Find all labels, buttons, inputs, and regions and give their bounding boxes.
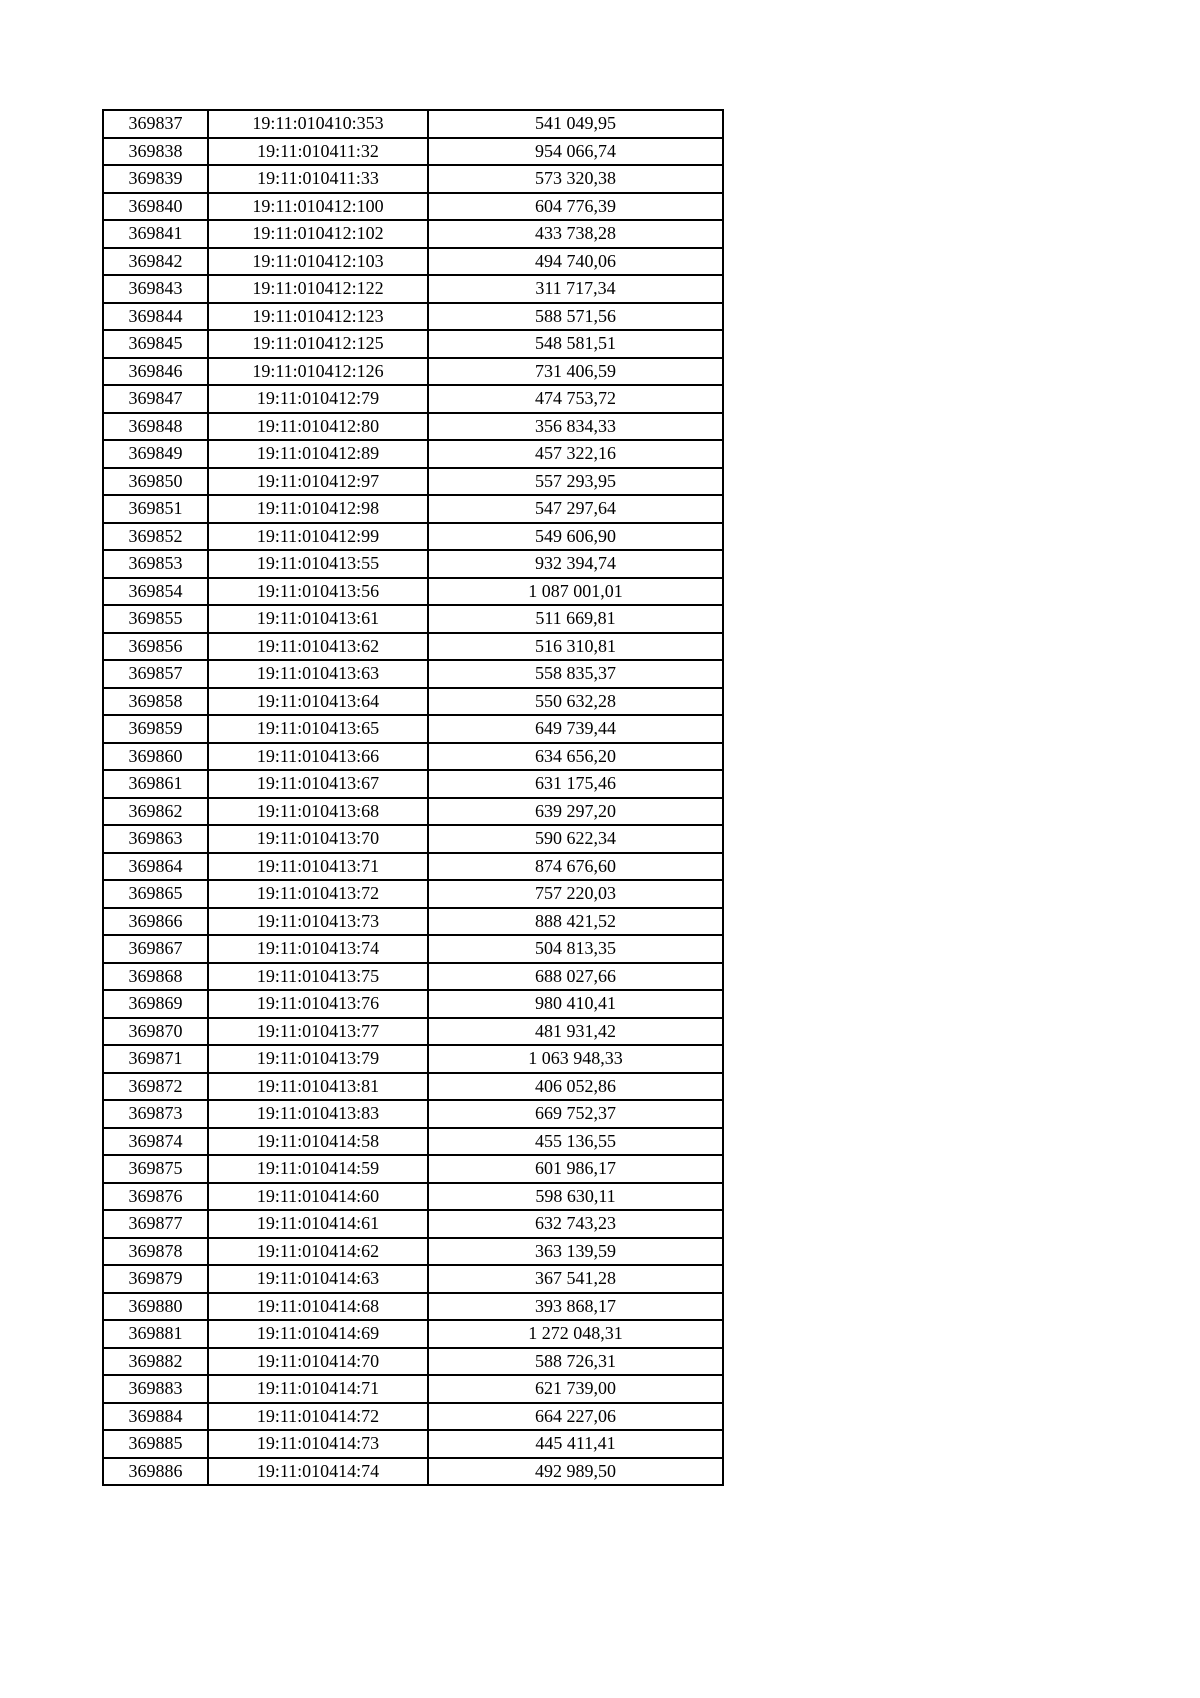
cadastral-number-cell: 19:11:010412:98 [208,495,428,523]
cadastral-number-cell: 19:11:010414:62 [208,1238,428,1266]
cadastral-number-cell: 19:11:010413:75 [208,963,428,991]
cadastral-number-cell: 19:11:010414:60 [208,1183,428,1211]
table-row [103,1128,723,1156]
cadastral-value-cell: 601 986,17 [428,1155,723,1183]
row-number-cell: 369847 [103,385,208,413]
cadastral-number-cell: 19:11:010412:97 [208,468,428,496]
row-number-cell: 369853 [103,550,208,578]
row-number-cell: 369866 [103,908,208,936]
cadastral-value-cell: 664 227,06 [428,1403,723,1431]
row-number-cell: 369845 [103,330,208,358]
row-number-cell: 369882 [103,1348,208,1376]
cadastral-value-cell: 954 066,74 [428,138,723,166]
cadastral-number-cell: 19:11:010413:64 [208,688,428,716]
row-number-cell: 369862 [103,798,208,826]
table-row [103,330,723,358]
row-number-cell: 369886 [103,1458,208,1486]
table-row [103,193,723,221]
cadastral-number-cell: 19:11:010413:66 [208,743,428,771]
cadastral-value-cell: 433 738,28 [428,220,723,248]
cadastral-value-cell: 621 739,00 [428,1375,723,1403]
cadastral-number-cell: 19:11:010414:61 [208,1210,428,1238]
table-row [103,688,723,716]
cadastral-number-cell: 19:11:010412:126 [208,358,428,386]
table-row [103,138,723,166]
cadastral-value-cell: 457 322,16 [428,440,723,468]
row-number-cell: 369855 [103,605,208,633]
cadastral-number-cell: 19:11:010414:69 [208,1320,428,1348]
cadastral-value-cell: 874 676,60 [428,853,723,881]
table-row [103,220,723,248]
cadastral-value-cell: 481 931,42 [428,1018,723,1046]
cadastral-value-cell: 393 868,17 [428,1293,723,1321]
cadastral-number-cell: 19:11:010410:353 [208,110,428,138]
cadastral-number-cell: 19:11:010414:70 [208,1348,428,1376]
row-number-cell: 369873 [103,1100,208,1128]
cadastral-number-cell: 19:11:010413:77 [208,1018,428,1046]
cadastral-number-cell: 19:11:010413:79 [208,1045,428,1073]
table-row [103,248,723,276]
table-row [103,578,723,606]
cadastral-number-cell: 19:11:010413:61 [208,605,428,633]
cadastral-number-cell: 19:11:010413:74 [208,935,428,963]
cadastral-number-cell: 19:11:010412:125 [208,330,428,358]
row-number-cell: 369880 [103,1293,208,1321]
cadastral-value-cell: 631 175,46 [428,770,723,798]
cadastral-value-cell: 541 049,95 [428,110,723,138]
cadastral-value-cell: 549 606,90 [428,523,723,551]
cadastral-value-cell: 669 752,37 [428,1100,723,1128]
cadastral-number-cell: 19:11:010413:63 [208,660,428,688]
row-number-cell: 369863 [103,825,208,853]
table-row [103,275,723,303]
cadastral-number-cell: 19:11:010413:72 [208,880,428,908]
cadastral-number-cell: 19:11:010414:74 [208,1458,428,1486]
table-row [103,1045,723,1073]
cadastral-number-cell: 19:11:010414:73 [208,1430,428,1458]
cadastral-number-cell: 19:11:010413:56 [208,578,428,606]
row-number-cell: 369851 [103,495,208,523]
row-number-cell: 369870 [103,1018,208,1046]
cadastral-value-cell: 757 220,03 [428,880,723,908]
cadastral-number-cell: 19:11:010412:79 [208,385,428,413]
table-row [103,880,723,908]
row-number-cell: 369875 [103,1155,208,1183]
cadastral-number-cell: 19:11:010413:62 [208,633,428,661]
cadastral-value-cell: 492 989,50 [428,1458,723,1486]
cadastral-number-cell: 19:11:010413:65 [208,715,428,743]
cadastral-value-cell: 1 087 001,01 [428,578,723,606]
cadastral-value-cell: 511 669,81 [428,605,723,633]
cadastral-value-cell: 980 410,41 [428,990,723,1018]
cadastral-value-cell: 474 753,72 [428,385,723,413]
row-number-cell: 369842 [103,248,208,276]
table-row [103,495,723,523]
table-row [103,1375,723,1403]
table-row [103,1073,723,1101]
row-number-cell: 369844 [103,303,208,331]
row-number-cell: 369877 [103,1210,208,1238]
cadastral-number-cell: 19:11:010413:81 [208,1073,428,1101]
row-number-cell: 369884 [103,1403,208,1431]
row-number-cell: 369868 [103,963,208,991]
cadastral-number-cell: 19:11:010412:122 [208,275,428,303]
cadastral-value-cell: 557 293,95 [428,468,723,496]
cadastral-value-cell: 455 136,55 [428,1128,723,1156]
table-body [103,110,723,1485]
cadastral-number-cell: 19:11:010412:100 [208,193,428,221]
table-row [103,110,723,138]
cadastral-value-cell: 731 406,59 [428,358,723,386]
cadastral-number-cell: 19:11:010413:76 [208,990,428,1018]
cadastral-value-cell: 932 394,74 [428,550,723,578]
table-row [103,743,723,771]
cadastral-value-cell: 494 740,06 [428,248,723,276]
row-number-cell: 369839 [103,165,208,193]
table-row [103,1155,723,1183]
table-row [103,1238,723,1266]
cadastral-value-cell: 445 411,41 [428,1430,723,1458]
cadastral-value-cell: 558 835,37 [428,660,723,688]
row-number-cell: 369858 [103,688,208,716]
row-number-cell: 369874 [103,1128,208,1156]
table-row [103,1018,723,1046]
table-row [103,715,723,743]
row-number-cell: 369838 [103,138,208,166]
table-row [103,770,723,798]
cadastral-number-cell: 19:11:010414:59 [208,1155,428,1183]
cadastral-number-cell: 19:11:010413:73 [208,908,428,936]
table-row [103,853,723,881]
row-number-cell: 369883 [103,1375,208,1403]
cadastral-number-cell: 19:11:010414:72 [208,1403,428,1431]
row-number-cell: 369876 [103,1183,208,1211]
table-row [103,1430,723,1458]
row-number-cell: 369860 [103,743,208,771]
row-number-cell: 369869 [103,990,208,1018]
row-number-cell: 369848 [103,413,208,441]
row-number-cell: 369840 [103,193,208,221]
row-number-cell: 369885 [103,1430,208,1458]
cadastral-value-cell: 590 622,34 [428,825,723,853]
table-row [103,825,723,853]
cadastral-number-cell: 19:11:010414:71 [208,1375,428,1403]
cadastral-value-cell: 573 320,38 [428,165,723,193]
cadastral-number-cell: 19:11:010414:68 [208,1293,428,1321]
cadastral-value-cell: 688 027,66 [428,963,723,991]
row-number-cell: 369861 [103,770,208,798]
cadastral-number-cell: 19:11:010414:58 [208,1128,428,1156]
cadastral-value-cell: 588 726,31 [428,1348,723,1376]
row-number-cell: 369854 [103,578,208,606]
table-row [103,165,723,193]
table-row [103,660,723,688]
cadastral-value-cell: 548 581,51 [428,330,723,358]
table-row [103,1265,723,1293]
row-number-cell: 369878 [103,1238,208,1266]
cadastral-number-cell: 19:11:010411:32 [208,138,428,166]
cadastral-value-cell: 311 717,34 [428,275,723,303]
table-row [103,413,723,441]
row-number-cell: 369837 [103,110,208,138]
table-row [103,1183,723,1211]
table-row [103,385,723,413]
cadastral-number-cell: 19:11:010413:55 [208,550,428,578]
cadastral-value-cell: 639 297,20 [428,798,723,826]
row-number-cell: 369864 [103,853,208,881]
table-row [103,963,723,991]
cadastral-value-cell: 406 052,86 [428,1073,723,1101]
table-row [103,990,723,1018]
row-number-cell: 369850 [103,468,208,496]
row-number-cell: 369852 [103,523,208,551]
cadastral-value-cell: 1 063 948,33 [428,1045,723,1073]
cadastral-value-cell: 598 630,11 [428,1183,723,1211]
cadastral-number-cell: 19:11:010413:70 [208,825,428,853]
table-row [103,358,723,386]
table-row [103,1210,723,1238]
table-row [103,1320,723,1348]
row-number-cell: 369865 [103,880,208,908]
row-number-cell: 369879 [103,1265,208,1293]
cadastral-number-cell: 19:11:010411:33 [208,165,428,193]
cadastral-number-cell: 19:11:010412:89 [208,440,428,468]
cadastral-value-cell: 588 571,56 [428,303,723,331]
table-row [103,605,723,633]
row-number-cell: 369872 [103,1073,208,1101]
cadastral-value-cell: 356 834,33 [428,413,723,441]
row-number-cell: 369846 [103,358,208,386]
table-row [103,523,723,551]
table-row [103,1403,723,1431]
table-row [103,935,723,963]
cadastral-number-cell: 19:11:010412:103 [208,248,428,276]
cadastral-number-cell: 19:11:010412:123 [208,303,428,331]
row-number-cell: 369841 [103,220,208,248]
row-number-cell: 369856 [103,633,208,661]
table-row [103,908,723,936]
cadastral-value-cell: 363 139,59 [428,1238,723,1266]
table-row [103,798,723,826]
cadastral-number-cell: 19:11:010412:99 [208,523,428,551]
cadastral-value-cell: 649 739,44 [428,715,723,743]
row-number-cell: 369857 [103,660,208,688]
cadastral-number-cell: 19:11:010413:83 [208,1100,428,1128]
row-number-cell: 369843 [103,275,208,303]
row-number-cell: 369867 [103,935,208,963]
row-number-cell: 369849 [103,440,208,468]
cadastral-number-cell: 19:11:010412:80 [208,413,428,441]
table-row [103,1348,723,1376]
cadastral-value-cell: 604 776,39 [428,193,723,221]
cadastral-value-cell: 547 297,64 [428,495,723,523]
cadastral-value-cell: 504 813,35 [428,935,723,963]
table-row [103,1293,723,1321]
cadastral-number-cell: 19:11:010413:67 [208,770,428,798]
cadastral-value-cell: 632 743,23 [428,1210,723,1238]
cadastral-number-cell: 19:11:010413:68 [208,798,428,826]
cadastral-value-cell: 1 272 048,31 [428,1320,723,1348]
table-row [103,440,723,468]
cadastral-value-cell: 367 541,28 [428,1265,723,1293]
cadastral-value-cell: 888 421,52 [428,908,723,936]
cadastral-number-cell: 19:11:010413:71 [208,853,428,881]
table-row [103,550,723,578]
table-row [103,633,723,661]
row-number-cell: 369881 [103,1320,208,1348]
row-number-cell: 369859 [103,715,208,743]
table-row [103,468,723,496]
cadastral-value-cell: 550 632,28 [428,688,723,716]
cadastral-value-table [102,109,724,1486]
cadastral-value-cell: 516 310,81 [428,633,723,661]
table-row [103,303,723,331]
cadastral-number-cell: 19:11:010414:63 [208,1265,428,1293]
cadastral-value-cell: 634 656,20 [428,743,723,771]
cadastral-number-cell: 19:11:010412:102 [208,220,428,248]
row-number-cell: 369871 [103,1045,208,1073]
table-row [103,1100,723,1128]
table-row [103,1458,723,1486]
